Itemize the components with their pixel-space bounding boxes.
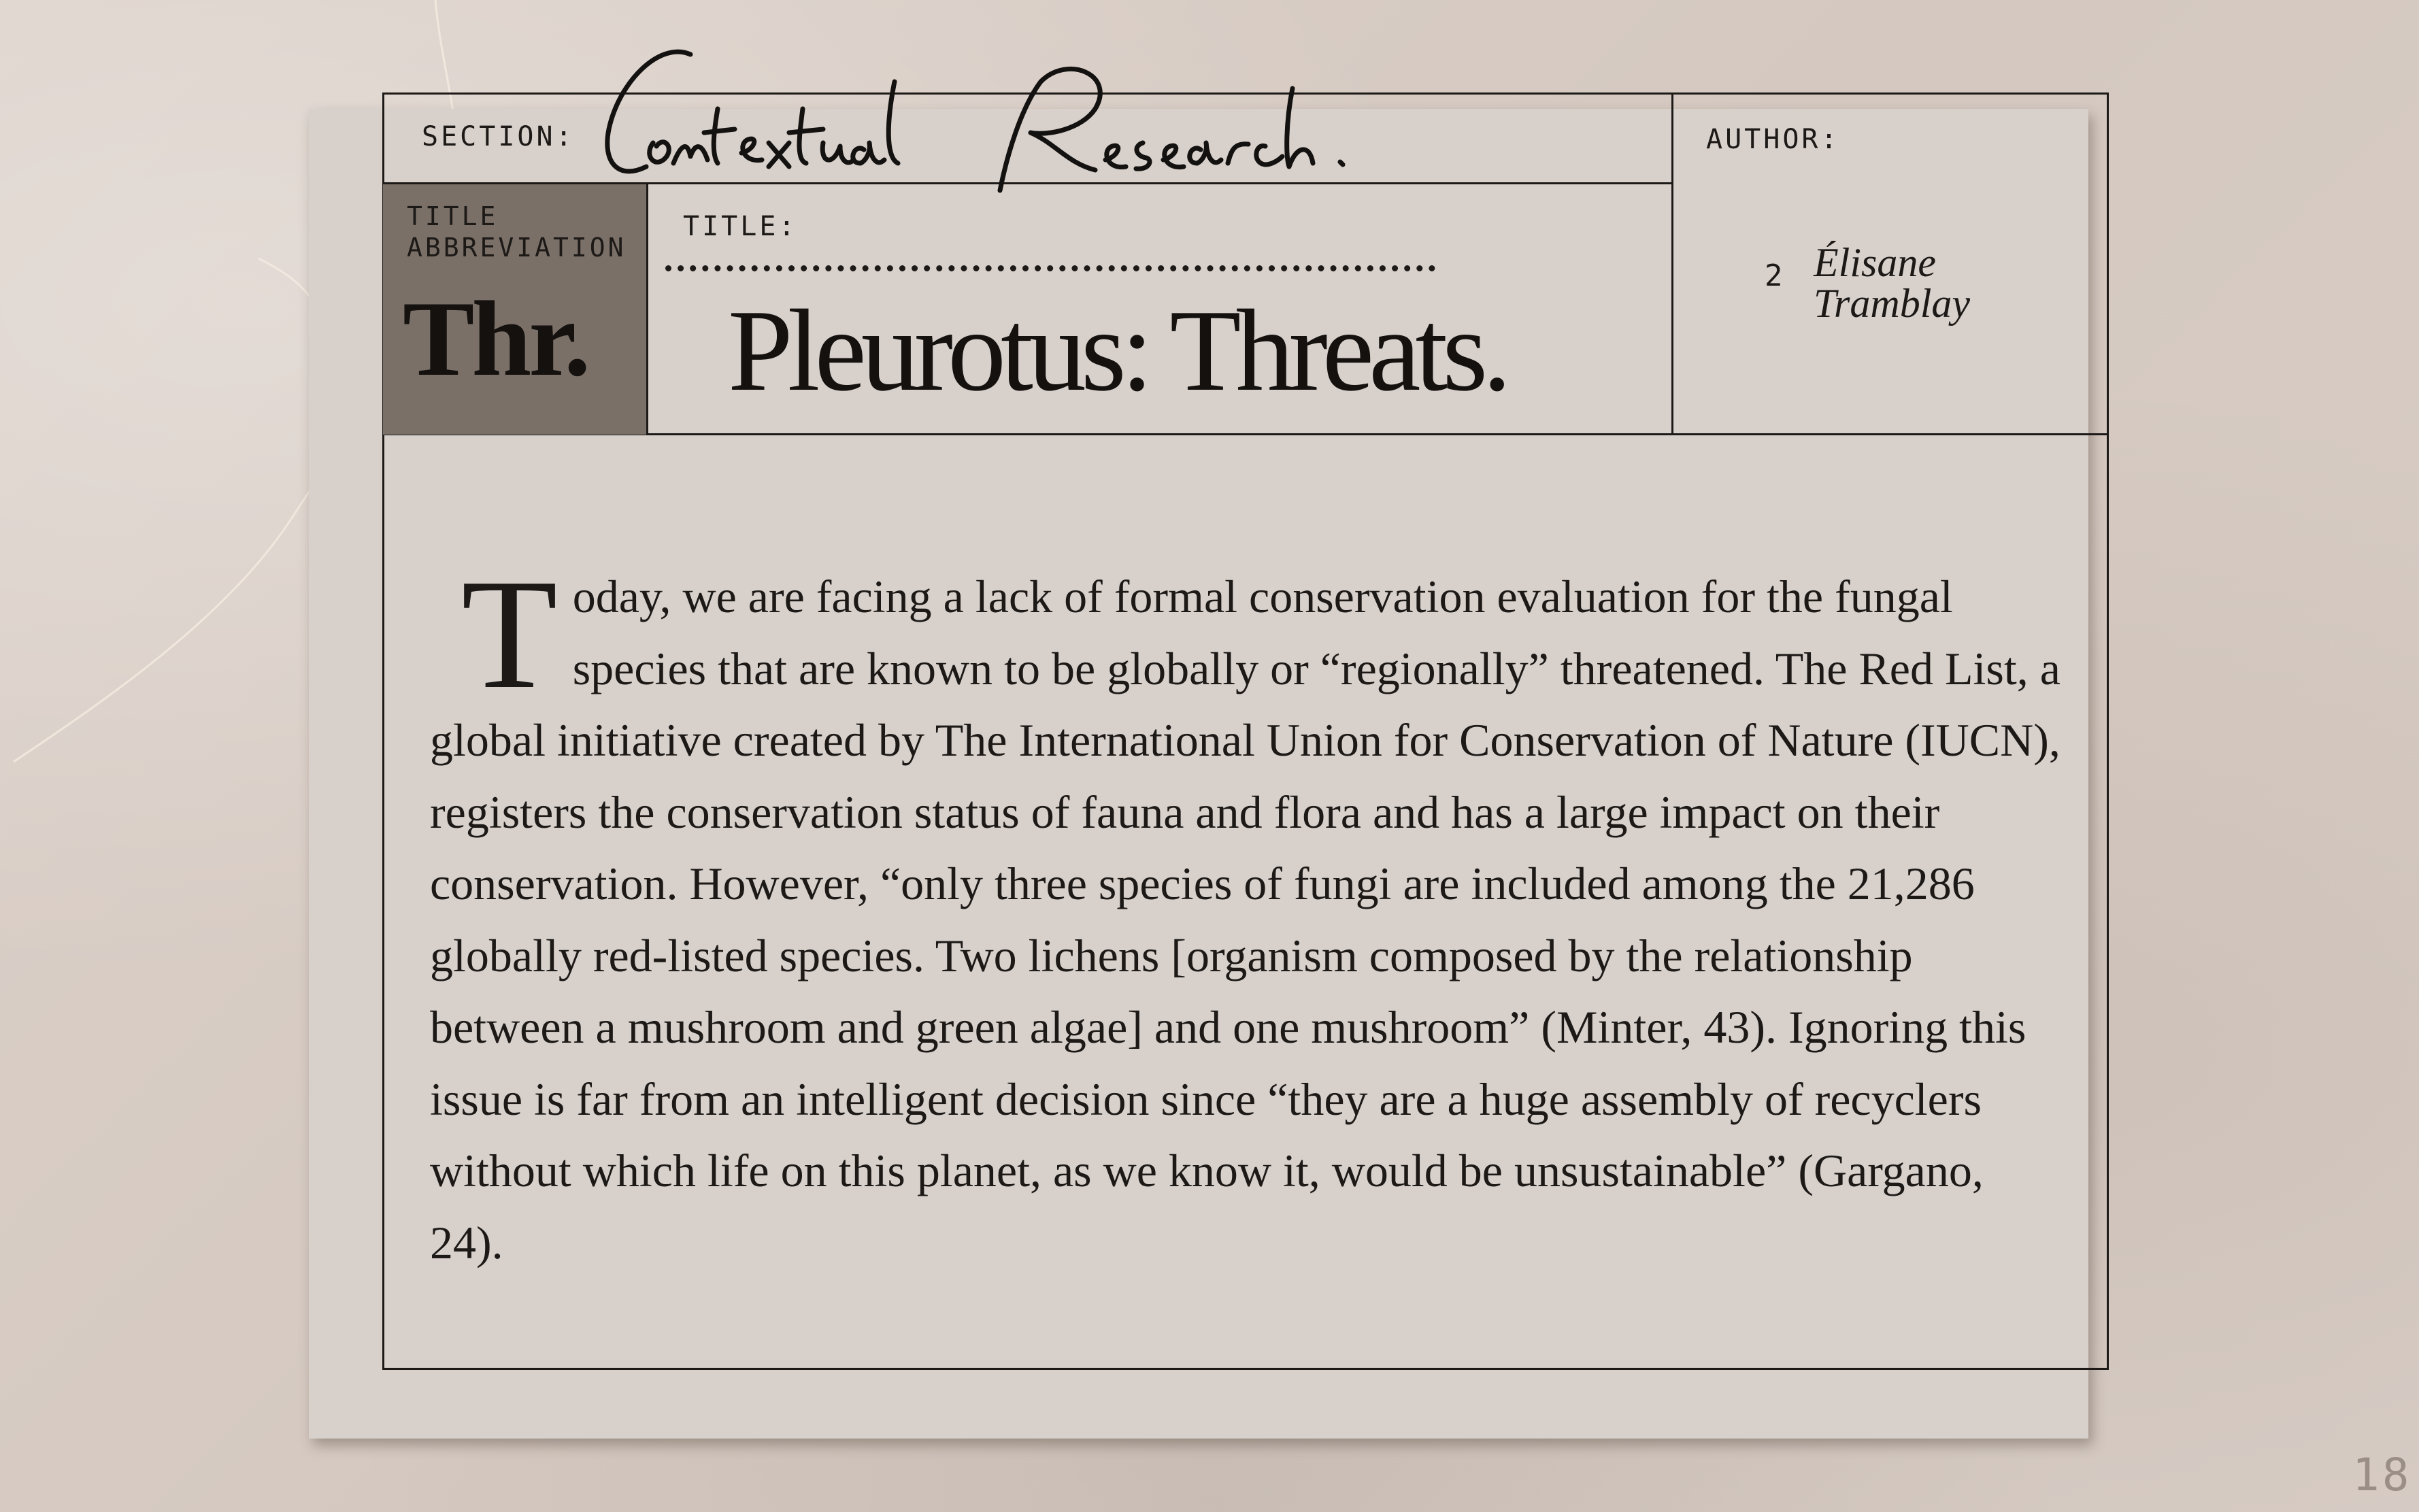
drop-cap: T	[461, 547, 558, 722]
title-abbreviation: Thr.	[403, 280, 588, 399]
section-handwritten-signature	[578, 27, 1463, 231]
page-title: Pleurotus: Threats.	[728, 286, 1507, 416]
title-label: TITLE:	[683, 211, 798, 242]
author-label: AUTHOR:	[1706, 124, 1840, 155]
title-abbreviation-label: TITLE ABBREVIATION	[407, 201, 627, 263]
section-label: SECTION:	[422, 121, 575, 152]
page-number: 18	[2352, 1449, 2412, 1501]
author-last-name: Tramblay	[1814, 281, 1971, 326]
author-column-divider	[1671, 93, 1673, 435]
author-number: 2	[1765, 258, 1783, 293]
body-text: oday, we are facing a lack of formal conservation evaluation for the fungal species that are known to be globally or “regionally” threatened. The Red List, a global initiative created by The International Union for Conservation of Nature (IUCN), registers the conservation status of fauna and flora and has a large impact on their conservation. However, “only three species of fungi are included among the 21,286 globally red-listed species. Two lichens [organism composed by the relationship between a mushroom and green algae] and one mushroom” (Minter, 43). Ignoring this issue is far from an intelligent decision since “they are a huge assembly of recyclers without which life on this planet, as we know it, would be unsustainable” (Gargano, 24).	[430, 571, 2061, 1269]
body-paragraph	[430, 547, 2063, 1279]
author-name	[1814, 242, 2072, 324]
title-dotted-line	[665, 265, 1435, 271]
author-first-name: Élisane	[1814, 240, 1936, 285]
